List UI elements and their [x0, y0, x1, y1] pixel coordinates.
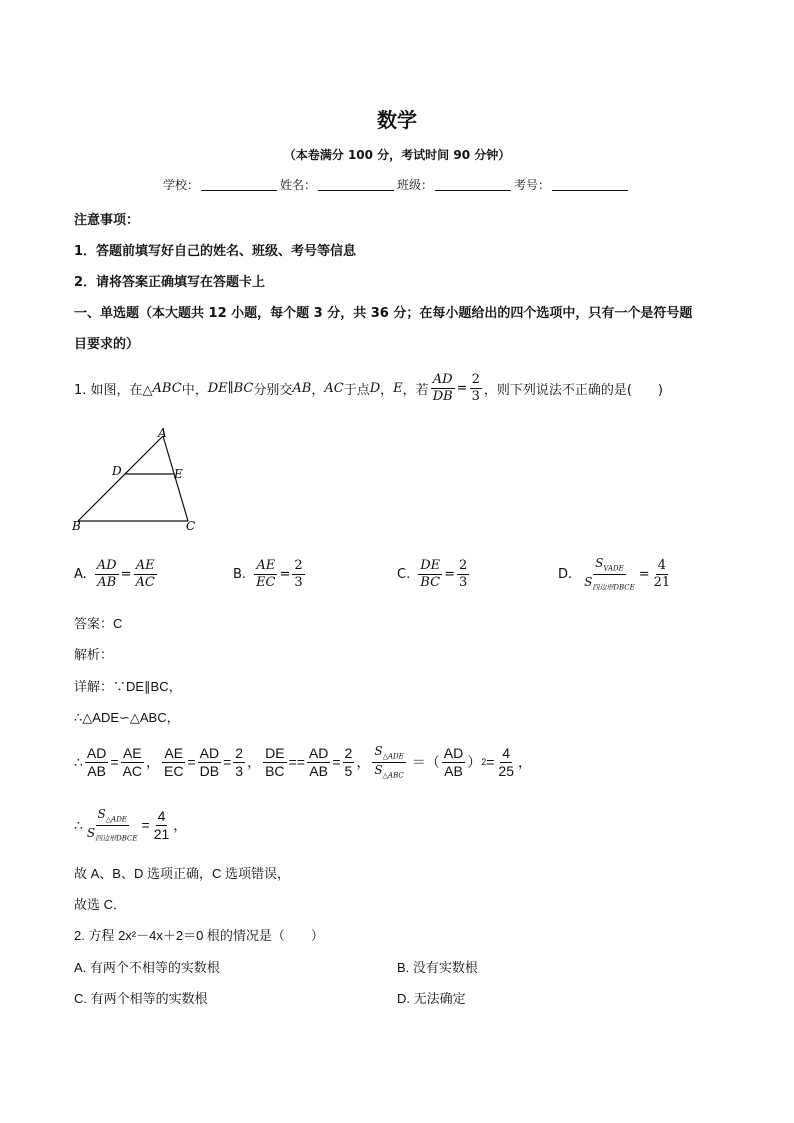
option-b[interactable]: B. $\frac{AE}{EC}$ = $\frac{2}{3}$: [233, 557, 303, 590]
similar-line: ∴△ADE∽△ABC，: [74, 710, 180, 725]
question-2-stem: 2. 方程 2x²－4x＋2＝0 根的情况是（ ）: [74, 928, 324, 943]
condition-fraction: $\frac{AD}{DB}$: [432, 371, 453, 404]
analysis-label: 解析：: [74, 647, 114, 662]
derivation-line-2: ∴ $\frac{S_{\triangle ADE}}{S_{四边形DBCE}}$ = $\frac{4}{21}$ ，: [74, 806, 188, 842]
q2-option-a[interactable]: A. 有两个不相等的实数根: [74, 960, 220, 975]
note-item: 1．答题前填写好自己的姓名、班级、考号等信息: [74, 244, 357, 259]
triangle-figure: [72, 422, 202, 534]
class-blank[interactable]: [435, 178, 511, 191]
section-heading-cont: 目要求的）: [74, 337, 140, 352]
condition-ratio: $\frac{2}{3}$: [471, 371, 480, 404]
page-title: 数学: [377, 108, 417, 132]
vertex-c-label: C: [186, 519, 196, 533]
exam-no-blank[interactable]: [552, 178, 628, 191]
vertex-b-label: B: [72, 519, 81, 533]
class-label: 班级：: [397, 178, 434, 192]
option-a[interactable]: A. $\frac{AD}{AB}$ = $\frac{AE}{AC}$: [74, 557, 155, 590]
q2-option-b[interactable]: B. 没有实数根: [397, 960, 478, 975]
note-item: 2．请将答案正确填写在答题卡上: [74, 275, 266, 290]
school-label: 学校：: [162, 178, 199, 192]
vertex-e-label: E: [174, 467, 183, 481]
q2-option-d[interactable]: D. 无法确定: [397, 991, 466, 1006]
vertex-a-label: A: [158, 426, 167, 440]
exam-no-label: 考号：: [514, 178, 551, 192]
conclusion-line: 故 A、B、D 选项正确，C 选项错误，: [74, 866, 290, 881]
option-d[interactable]: D. $\frac{S_{VADE}}{S_{四边形DBCE}}$ = $\frac{4}{21}$: [558, 555, 671, 591]
vertex-d-label: D: [112, 464, 122, 478]
option-c[interactable]: C. $\frac{DE}{BC}$ = $\frac{2}{3}$: [397, 557, 468, 590]
answer-line: 答案：C: [74, 616, 123, 631]
choose-line: 故选 C．: [74, 897, 127, 912]
q2-option-c[interactable]: C. 有两个相等的实数根: [74, 991, 208, 1006]
name-blank[interactable]: [318, 178, 394, 191]
question-1-stem: 1. 如图，在△ ABC 中， DE∥BC 分别交 AB ， AC 于点 D ， E ，若 $\frac{AD}{DB}$ = $\frac{2}{3}$ ，则下列说法不正确的是( ): [74, 371, 664, 404]
section-heading: 一、单选题（本大题共 12 小题，每个题 3 分，共 36 分；在每小题给出的四个选项中，只有一个是符号题: [74, 306, 693, 321]
student-info-line: [0, 176, 794, 193]
detail-line: 详解：∵DE∥BC，: [74, 679, 182, 694]
name-label: 姓名：: [279, 178, 316, 192]
school-blank[interactable]: [201, 178, 277, 191]
exam-subtitle: （本卷满分 100 分，考试时间 90 分钟）: [283, 148, 511, 162]
notes-heading: 注意事项：: [74, 213, 140, 228]
derivation-line: ∴ $\frac{AD}{AB}$ = $\frac{AE}{AC}$ ， $\frac{AE}{EC}$ = $\frac{AD}{DB}$ = $\frac{2}{3}$ ， $\frac{DE}{BC}$ == $\frac{AD}{AB}$ = $\frac{2}{5}$ ， $\frac{S_{\triangle ADE}}{S_{\triangle ABC}}$ ＝（ $\frac{AD}{AB}$ ） 2 = $\frac{4}{25}$ ，: [74, 743, 532, 779]
